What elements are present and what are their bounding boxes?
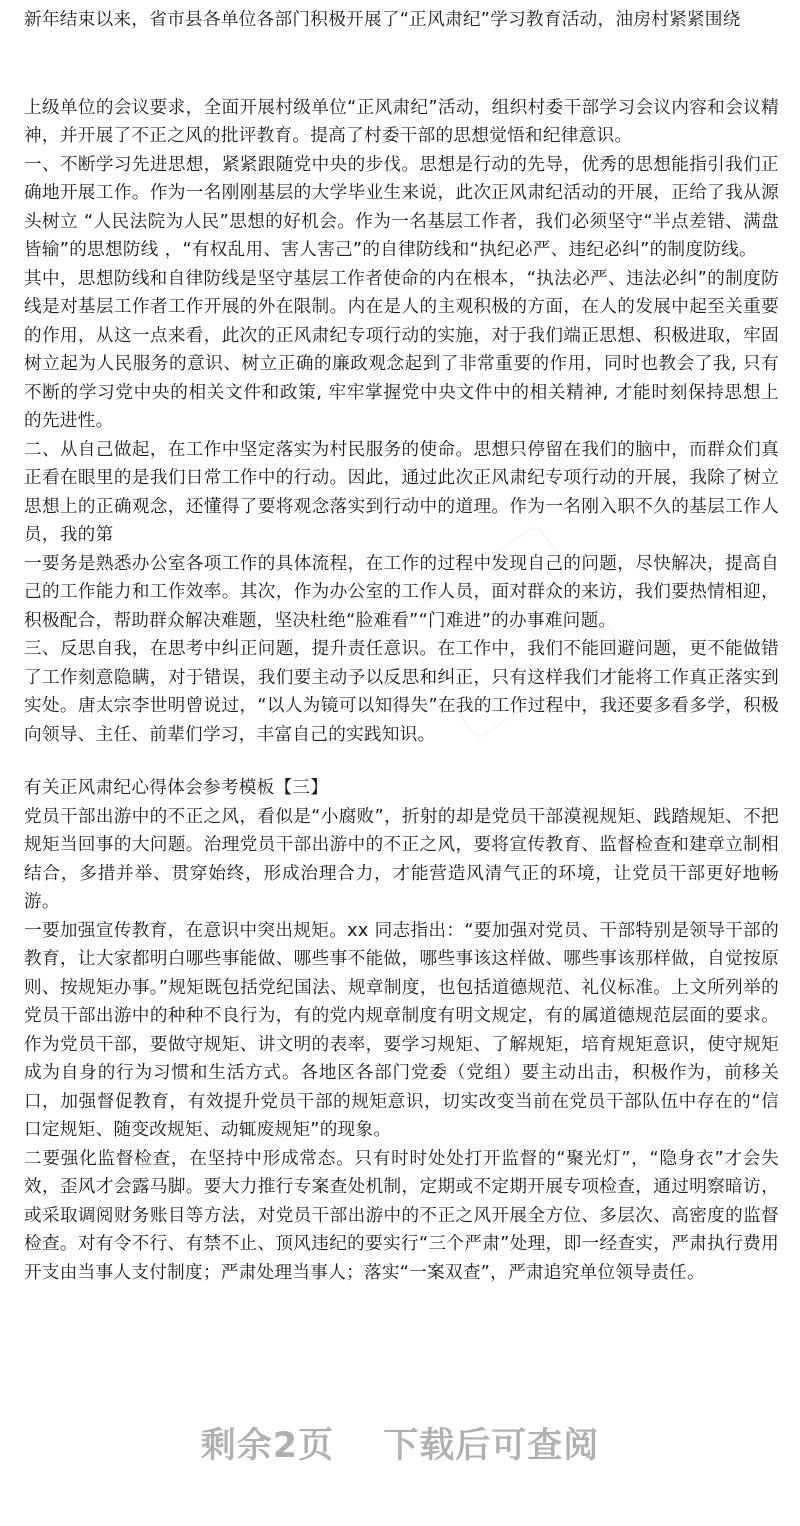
download-prompt[interactable] xyxy=(0,1418,800,1468)
intro-paragraph-line-1: 新年结束以来，省市县各单位各部门积极开展了“正风肃纪”学习教育活动，油房村紧紧围绕 xyxy=(24,10,741,30)
remaining-pages-label: 剩余2页 xyxy=(200,1426,335,1466)
paragraph-template-3-point-2: 二要强化监督检查，在坚持中形成常态。只有时时处处打开监督的“聚光灯”，“隐身衣”才会失效，歪风才会露马脚。要大力推行专案查处机制，定期或不定期开展专项检查，通过明察暗访，或采取调阅财务账目等方法，对党员干部出游中的不正之风开展全方位、多层次、高密度的监督检查。对有令不行、有禁不止、顶风违纪的要实行“三个严肃”处理，即一经查实，严肃执行费用开支由当事人支付制度；严肃处理当事人；落实“一案双查”，严肃追究单位领导责任。 xyxy=(24,1148,779,1283)
paragraph-section-3: 三、反思自我，在思考中纠正问题，提升责任意识。在工作中，我们不能回避问题，更不能做错了工作刻意隐瞒，对于错误，我们要主动予以反思和纠正，只有这样我们才能将工作真正落实到实处。唐太宗李世明曾说过，“以人为镜可以知得失”在我的工作过程中，我还要多看多学，积极向领导、主任、前辈们学习，丰富自己的实践知识。 xyxy=(24,639,779,745)
paragraph-section-1: 一、不断学习先进思想，紧紧跟随党中央的步伐。思想是行动的先导，优秀的思想能指引我们正确地开展工作。作为一名刚刚基层的大学毕业生来说，此次正风肃纪活动的开展，正给了我从源头树立 “人民法院为人民”思想的好机会。作为一名基层工作者，我们必须坚守“半点差错、满盘皆输”的思想防线 ，“有权乱用、害人害己”的自律防线和“执纪必严、违纪必纠”的制度防线。 xyxy=(24,154,779,260)
download-to-view-label: 下载后可查阅 xyxy=(383,1426,600,1466)
paragraph-template-3-intro: 党员干部出游中的不正之风，看似是“小腐败”，折射的却是党员干部漠视规矩、践踏规矩、不把规矩当回事的大问题。治理党员干部出游中的不正之风，要将宣传教育、监督检查和建章立制相结合，多措并举、贯穿始终，形成治理合力，才能营造风清气正的环境，让党员干部更好地畅游。 xyxy=(24,806,779,912)
intro-paragraph-continued: 上级单位的会议要求，全面开展村级单位“正风肃纪”活动，组织村委干部学习会议内容和会议精神，并开展了不正之风的批评教育。提高了村委干部的思想觉悟和纪律意识。 xyxy=(24,97,779,146)
paragraph-section-2: 二、从自己做起，在工作中坚定落实为村民服务的使命。思想只停留在我们的脑中，而群众们真正看在眼里的是我们日常工作中的行动。因此，通过此次正风肃纪专项行动的开展，我除了树立思想上的正确观念，还懂得了要将观念落实到行动中的道理。作为一名刚入职不久的基层工作人员，我的第 xyxy=(24,439,779,545)
paragraph-section-1-detail: 其中，思想防线和自律防线是坚守基层工作者使命的内在根本，“执法必严、违法必纠”的制度防线是对基层工作者工作开展的外在限制。内在是人的主观积极的方面，在人的发展中起至关重要的作用，从这一点来看，此次的正风肃纪专项行动的实施，对于我们端正思想、积极进取，牢固树立起为人民服务的意识、树立正确的廉政观念起到了非常重要的作用，同时也教会了我, 只有不断的学习党中央的相关文件和政策, 牢牢掌握党中央文件中的相关精神, 才能时刻保持思想上的先进性。 xyxy=(24,268,779,431)
paragraph-template-3-point-1: 一要加强宣传教育，在意识中突出规矩。xx 同志指出：“要加强对党员、干部特别是领导干部的教育，让大家都明白哪些事能做、哪些事不能做，哪些事该这样做、哪些事该那样做，自觉按原则、按规矩办事。”规矩既包括党纪国法、规章制度，也包括道德规范、礼仪标准。上文所列举的党员干部出游中的种种不良行为，有的党内规章制度有明文规定，有的属道德规范层面的要求。作为党员干部，要做守规矩、讲文明的表率，要学习规矩、了解规矩，培育规矩意识，使守规矩成为自身的行为习惯和生活方式。各地区各部门党委（党组）要主动出击，积极作为，前移关口，加强督促教育，有效提升党员干部的规矩意识，切实改变当前在党员干部队伍中存在的“信口定规矩、随变改规矩、动辄废规矩”的现象。 xyxy=(24,920,779,1140)
page-break-gap xyxy=(24,35,779,94)
section-heading-3: 有关正风肃纪心得体会参考模板【三】 xyxy=(24,778,329,798)
section-gap xyxy=(24,749,779,774)
document-body xyxy=(24,0,779,1287)
paragraph-section-2-continued: 一要务是熟悉办公室各项工作的具体流程，在工作的过程中发现自己的问题，尽快解决，提高自己的工作能力和工作效率。其次，作为办公室的工作人员，面对群众的来访，我们要热情相迎，积极配合，帮助群众解决难题，坚决杜绝“脸难看”“门难进”的办事难问题。 xyxy=(24,553,779,631)
